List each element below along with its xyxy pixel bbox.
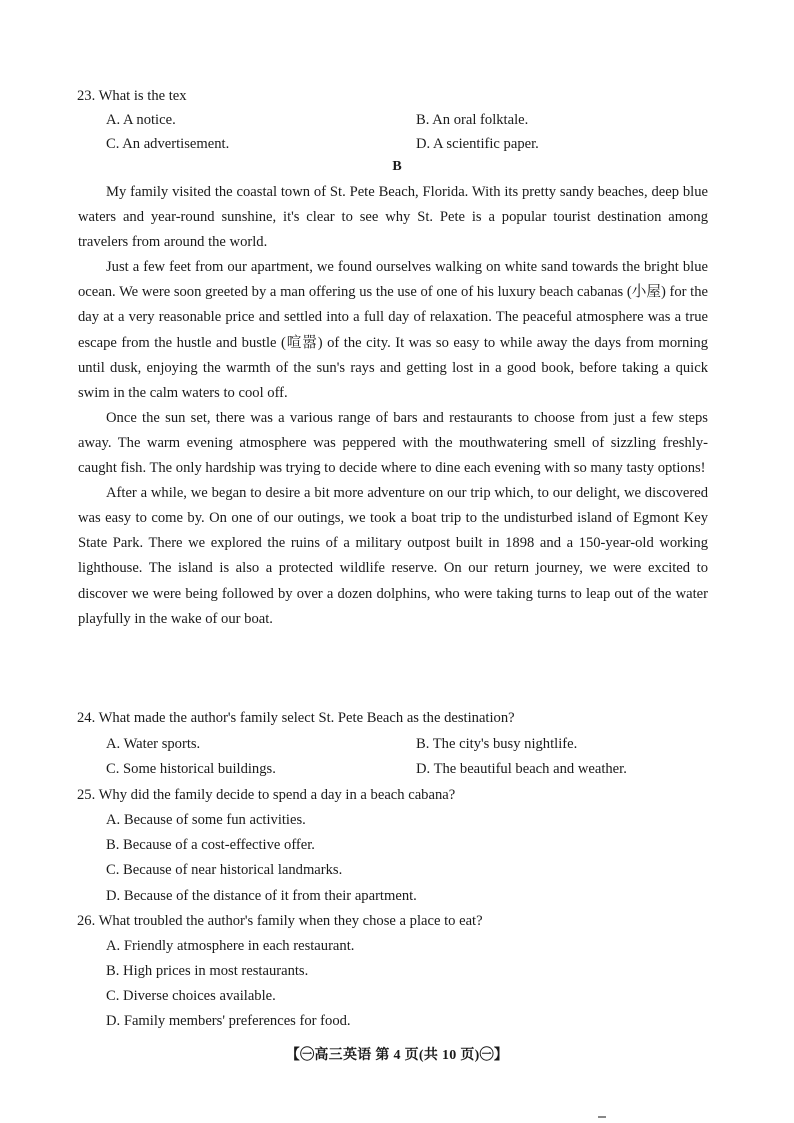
section-b-heading: B bbox=[392, 159, 402, 174]
passage-b bbox=[78, 180, 708, 632]
scan-speck bbox=[598, 1116, 606, 1118]
q25-stem: 25. Why did the family decide to spend a day in a beach cabana? bbox=[77, 787, 456, 803]
q24-option-b: B. The city's busy nightlife. bbox=[416, 736, 578, 752]
passage-paragraph-2: Just a few feet from our apartment, we found ourselves walking on white sand towards the bright blue ocean. We were soon greeted by a man offering us the use of one of his luxury beach cabanas (小屋) for the day at a very reasonable price and settled into a full day of relaxation. The peaceful atmosphere was a true escape from the hustle and bustle (喧嚣) of the city. It was so easy to while away the days from morning until dusk, enjoying the warmth of the sun's rays and getting lost in a good book, before taking a quick swim in the calm waters to cool off. bbox=[78, 259, 708, 401]
q25-option-a: A. Because of some fun activities. bbox=[106, 812, 306, 828]
q26-option-a: A. Friendly atmosphere in each restaurant. bbox=[106, 938, 355, 954]
q24-option-a: A. Water sports. bbox=[106, 736, 201, 752]
q26-option-c: C. Diverse choices available. bbox=[106, 988, 276, 1004]
q24-option-c: C. Some historical buildings. bbox=[106, 761, 276, 777]
q23-option-c: C. An advertisement. bbox=[106, 136, 230, 152]
q23-option-d: D. A scientific paper. bbox=[416, 136, 539, 152]
q24-stem: 24. What made the author's family select St. Pete Beach as the destination? bbox=[77, 710, 515, 726]
q23-option-a: A. A notice. bbox=[106, 112, 176, 128]
q23-stem: 23. What is the tex bbox=[77, 88, 187, 104]
q24-option-d: D. The beautiful beach and weather. bbox=[416, 761, 627, 777]
q25-option-d: D. Because of the distance of it from their apartment. bbox=[106, 888, 417, 904]
q26-option-d: D. Family members' preferences for food. bbox=[106, 1013, 351, 1029]
q23-option-b: B. An oral folktale. bbox=[416, 112, 529, 128]
q25-option-c: C. Because of near historical landmarks. bbox=[106, 862, 343, 878]
passage-paragraph-4: After a while, we began to desire a bit more adventure on our trip which, to our delight, we discovered was easy to come by. On one of our outings, we took a boat trip to the undisturbed island of Egmont Key State Park. There we explored the ruins of a military outpost built in 1898 and a 150-year-old working lighthouse. The island is also a protected wildlife reserve. On our return journey, we were excited to discover we were being followed by over a dozen dolphins, who were taking turns to leap out of the water playfully in the wake of our boat. bbox=[78, 485, 708, 627]
passage-paragraph-3: Once the sun set, there was a various range of bars and restaurants to choose from just a few steps away. The warm evening atmosphere was peppered with the mouthwatering smell of sizzling freshly-caught fish. The only hardship was trying to decide where to dine each evening with so many tasty options! bbox=[78, 409, 708, 477]
passage-paragraph-1: My family visited the coastal town of St. Pete Beach, Florida. With its pretty sandy beaches, deep blue waters and year-round sunshine, it's clear to see why St. Pete is a popular tourist destination among travelers from around the world. bbox=[78, 184, 708, 251]
q25-option-b: B. Because of a cost-effective offer. bbox=[106, 837, 315, 853]
q26-stem: 26. What troubled the author's family when they chose a place to eat? bbox=[77, 913, 483, 929]
q26-option-b: B. High prices in most restaurants. bbox=[106, 963, 309, 979]
page-footer: 【㊀高三英语 第 4 页(共 10 页)㊀】 bbox=[285, 1048, 509, 1063]
